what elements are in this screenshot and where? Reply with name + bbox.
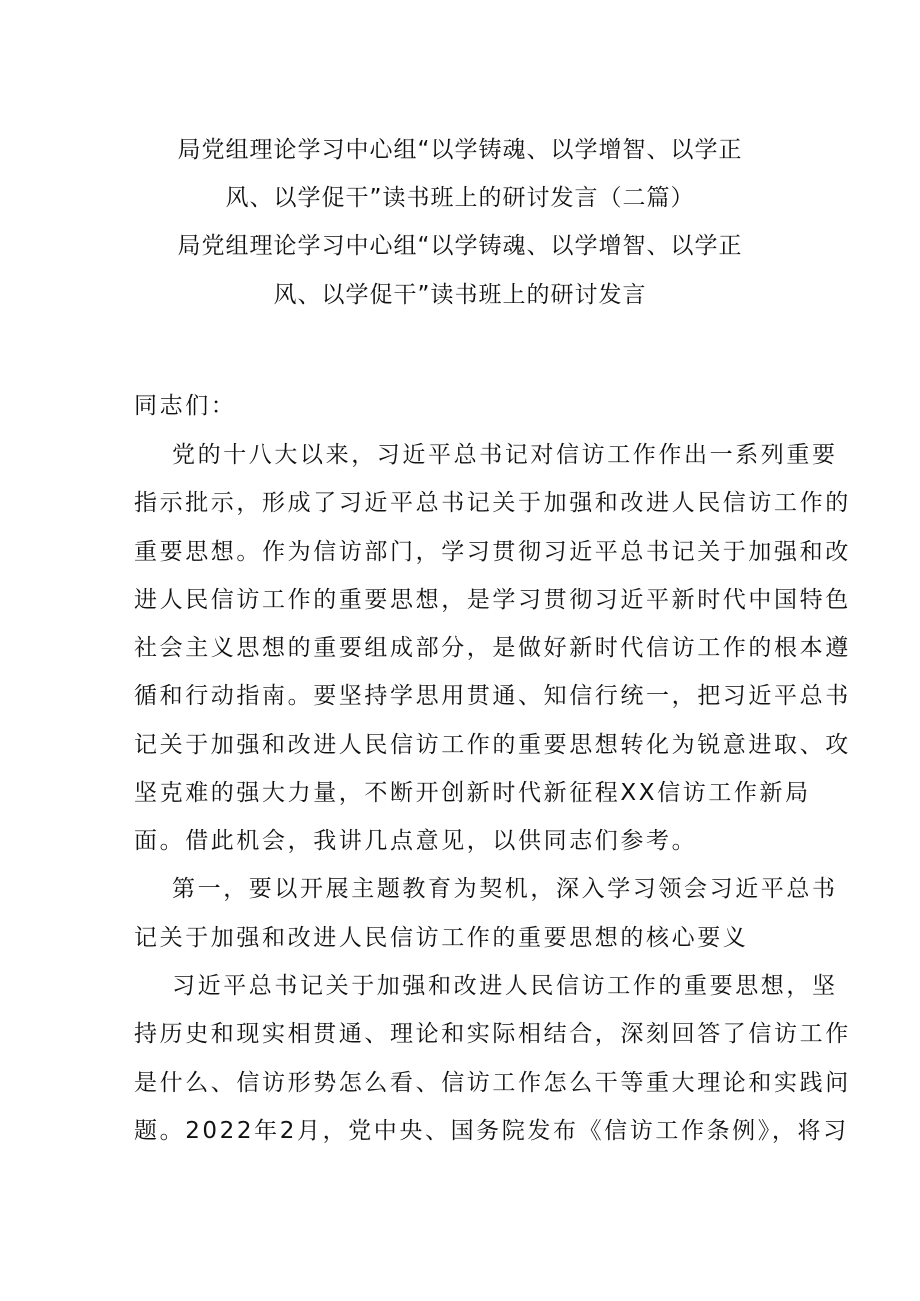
- section-heading-line-1: 第一，要以开展主题教育为契机，深入学习领会习近平总书: [172, 876, 838, 902]
- paragraph-1-line-2: 指示批示，形成了习近平总书记关于加强和改进人民信访工作的: [134, 490, 851, 516]
- paragraph-1-line-3: 重要思想。作为信访部门，学习贯彻习近平总书记关于加强和改: [134, 539, 851, 565]
- title-line-2: 风、以学促干”读书班上的研讨发言（二篇）: [225, 185, 695, 211]
- title-line-4: 风、以学促干”读书班上的研讨发言: [273, 282, 647, 308]
- paragraph-1-line-4: 进人民信访工作的重要思想，是学习贯彻习近平新时代中国特色: [134, 587, 851, 613]
- paragraph-1-line-8: 坚克难的强大力量，不断开创新时代新征程XX信访工作新局: [134, 780, 811, 806]
- paragraph-1-line-5: 社会主义思想的重要组成部分，是做好新时代信访工作的根本遵: [134, 635, 851, 661]
- section-heading-line-2: 记关于加强和改进人民信访工作的重要思想的核心要义: [134, 925, 749, 951]
- paragraph-2-line-1: 习近平总书记关于加强和改进人民信访工作的重要思想，坚: [172, 973, 838, 999]
- paragraph-1-line-6: 循和行动指南。要坚持学思用贯通、知信行统一，把习近平总书: [134, 683, 851, 709]
- paragraph-2-line-3: 是什么、信访形势怎么看、信访工作怎么干等重大理论和实践问: [134, 1070, 851, 1096]
- paragraph-2-line-4: 题。2022年2月，党中央、国务院发布《信访工作条例》，将习: [134, 1118, 849, 1144]
- title-line-1: 局党组理论学习中心组“以学铸魂、以学增智、以学正: [177, 137, 743, 163]
- paragraph-1-line-7: 记关于加强和改进人民信访工作的重要思想转化为锐意进取、攻: [134, 732, 851, 758]
- title-line-3: 局党组理论学习中心组“以学铸魂、以学增智、以学正: [177, 233, 743, 259]
- paragraph-1-line-1: 党的十八大以来，习近平总书记对信访工作作出一系列重要: [172, 442, 838, 468]
- paragraph-1-line-9: 面。借此机会，我讲几点意见，以供同志们参考。: [134, 828, 698, 854]
- paragraph-2-line-2: 持历史和现实相贯通、理论和实际相结合，深刻回答了信访工作: [134, 1021, 851, 1047]
- salutation: 同志们：: [134, 393, 237, 419]
